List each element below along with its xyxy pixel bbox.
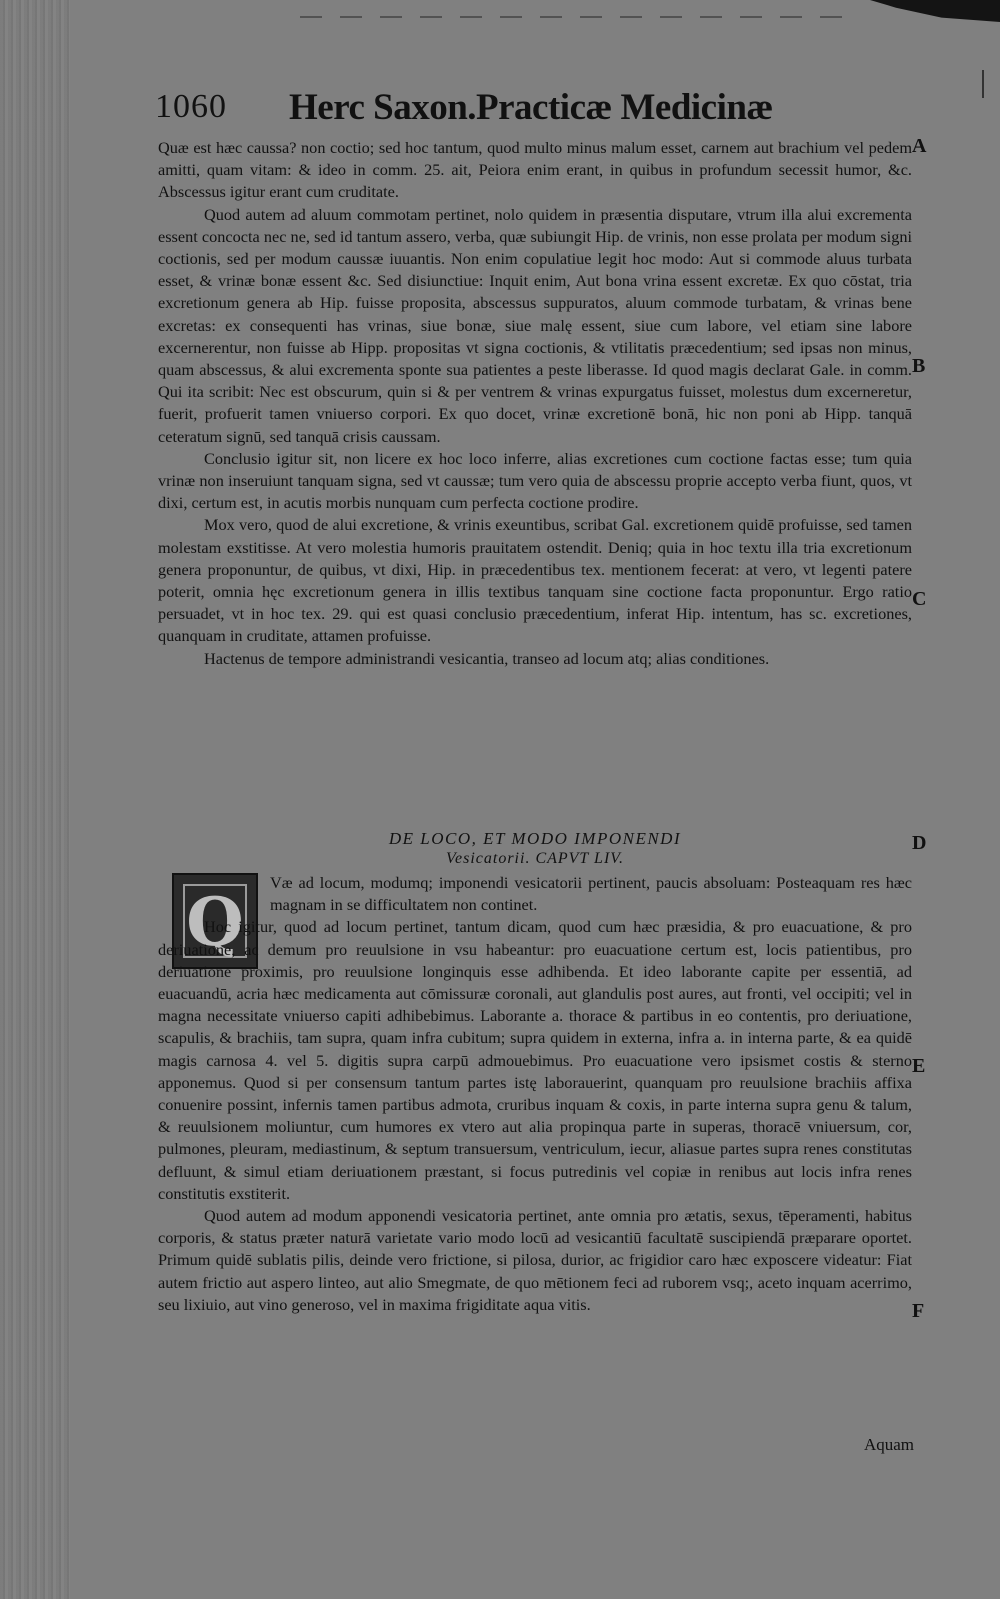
scan-edge-shadow — [0, 0, 70, 1599]
text-block-upper — [158, 137, 912, 670]
chapter-heading — [158, 829, 912, 869]
chapter-heading-line2: Vesicatorii. CAPVT LIV. — [446, 850, 624, 867]
catchword: Aquam — [863, 1435, 914, 1454]
text-block-lower — [158, 872, 912, 1316]
paragraph: Væ ad locum, modumq; imponendi vesicatorii pertinent, paucis absoluam: Posteaquam res hæc magnam in se difficultatem non continet. — [270, 873, 912, 915]
margin-letter-a: A — [912, 135, 927, 157]
initial-letter: Q — [186, 883, 244, 961]
margin-letter-c: C — [912, 588, 927, 610]
scan-blot — [870, 0, 1000, 22]
chapter-heading-line1: DE LOCO, ET MODO IMPONENDI — [388, 829, 682, 848]
paragraph: Quod autem ad aluum commotam pertinet, nolo quidem in præsentia disputare, vtrum illa alui excrementa essent concocta nec ne, sed id tantum assero, verba, quæ subiungit Hip. de vrinis, non esse prolata per modum signi coctionis, sed per modum caussæ iuuantis. Non enim copulatiue legit hoc modo: Aut si commode aluus turbata esset, & vrinæ bonæ essent &c. Sed disiunctiue: Inquit enim, Aut bona vrina essent excretæ. Ex quo cōstat, tria excretionum genera ab Hip. fuisse proposita, abscessus suppuratos, aluum commode turbatam, & vrinas bene excretas: ex consequenti has vrinas, siue bonæ, siue malę essent, siue cum labore, vel etiam sine labore excernerentur, non fuisse ab Hipp. propositas vt signa coctionis, & vtilitatis præcedentium; sed ipsas non minus, quam abscessus, & alui excrementa sponte sua patientes a peste liberasse. Id quod magis declarat Gale. in comm. Qui ita scribit: Nec est obscurum, quin si & per ventrem & vrinas expurgatus fuisset, molestus dum excerneretur, fuerit, profuerit tamen vniuerso corpori. Ex quo docet, vrinæ excretionē bonā, hic non poni ab Hipp. tanquā ceteratum signū, sed tanquā crisis caussam. — [158, 204, 912, 446]
margin-letter-f: F — [912, 1300, 925, 1322]
margin-letter-b: B — [912, 355, 926, 377]
page-header — [155, 86, 805, 132]
margin-letter-d: D — [912, 832, 927, 854]
paragraph: Hoc igitur, quod ad locum pertinet, tantum dicam, quod cum hæc præsidia, & pro euacuatione, & pro deriuatione, ac demum pro reuulsione in vsu habeantur: pro euacuatione certum est, locis patientibus, pro deriuatione proximis, pro reuulsione longinquis esse adhibenda. Et ideo laborante capite per essentiā, ad euacuandū, acria hæc medicamenta aut cōmissuræ coronali, aut glandulis post aures, aut fronti, vel occipiti; vel in magna necessitate vniuerso capiti adhibebimus. Laborante a. thorace & partibus in eo contentis, pro deriuatione, scapulis, & brachiis, tam supra, quam infra cubitum; supra quidem in externa, infra a. in interna parte, & ea quidē magis carnosa 4. vel 5. digitis supra carpū admouebimus. Pro euacuatione vero ipsismet costis & sterno apponemus. Quod si per consensum tantum partes istę laborauerint, quanquam pro reuulsione brachiis affixa conuenire possint, infernis tamen partibus admota, cruribus inquam & coxis, in parte interna supra genu & talum, & reuulsionem moliuntur, cum humores ex vtero aut alia propinqua parte in superas, thoracē vniuersum, cor, pulmones, pleuram, mediastinum, & septum transuersum, ventriculum, iecur, aliasue partes supra renes constitutas defluunt, & simul etiam deriuationem præstant, si focus putredinis vel copiæ in renibus aut locis infra renes constitutis exstiterit. — [158, 917, 912, 1203]
paragraph: Hactenus de tempore administrandi vesicantia, transeo ad locum atq; alias conditiones. — [204, 648, 770, 668]
margin-letter-e: E — [912, 1055, 926, 1077]
scan-rule — [300, 16, 860, 18]
running-title: Herc Saxon.Practicæ Medicinæ — [289, 87, 773, 128]
paragraph: Quæ est hæc caussa? non coctio; sed hoc tantum, quod multo minus malum esset, carnem aut brachium vel pedem amitti, quam vitam: & ideo in comm. 25. ait, Peiora enim erant, in quibus in profundum secessit humor, &c. Abscessus igitur erant cum cruditate. — [158, 138, 912, 202]
paragraph: Conclusio igitur sit, non licere ex hoc loco inferre, alias excretiones cum coctione factas esse; tum quia vrinæ non inseruiunt tanquam signa, sed vt caussæ; tum vero quia de abscessu proprie accepto verba fiunt, quos, vt dixi, certum est, in acutis morbis nunquam cum perfecta coctione prodire. — [158, 448, 912, 513]
page-number: 1060 — [155, 88, 227, 125]
paragraph: Mox vero, quod de alui excretione, & vrinis exeuntibus, scribat Gal. excretionem quidē profuisse, sed tamen molestam exstitisse. At vero molestia humoris prauitatem ostendit. Deniq; quia in hoc textu illa tria excretionum genera proponuntur, de quibus, vt dixi, Hip. in præcedentibus tex. mentionem fecerat: at vero, vt legenti patere poterit, omnia hęc excretionum genera in illis textibus tanquam sine coctione facta proponuntur. Ergo ratio persuadet, vt in hoc tex. 29. qui est quasi conclusio præcedentium, inferat Hip. intentum, has sc. excretiones, quanquam in cruditate, attamen profuisse. — [158, 515, 912, 646]
paragraph: Quod autem ad modum apponendi vesicatoria pertinet, ante omnia pro ætatis, sexus, tēperamenti, habitus corporis, & status præter naturā varietate vario modo locū ad vesicantiū facultatē suscipiendā præparare oportet. Primum quidē sublatis pilis, deinde vero frictione, si pilosa, durior, ac frigidior caro hæc exposcere videatur: Fiat autem frictio aut aspero linteo, aut alio Smegmate, de quo mētionem feci ad ruborem vsq;, aceto inquam acerrimo, seu lixiuio, aut vino generoso, vel in maxima frigiditate aqua vitis. — [158, 1206, 912, 1314]
scan-mark — [982, 70, 984, 98]
